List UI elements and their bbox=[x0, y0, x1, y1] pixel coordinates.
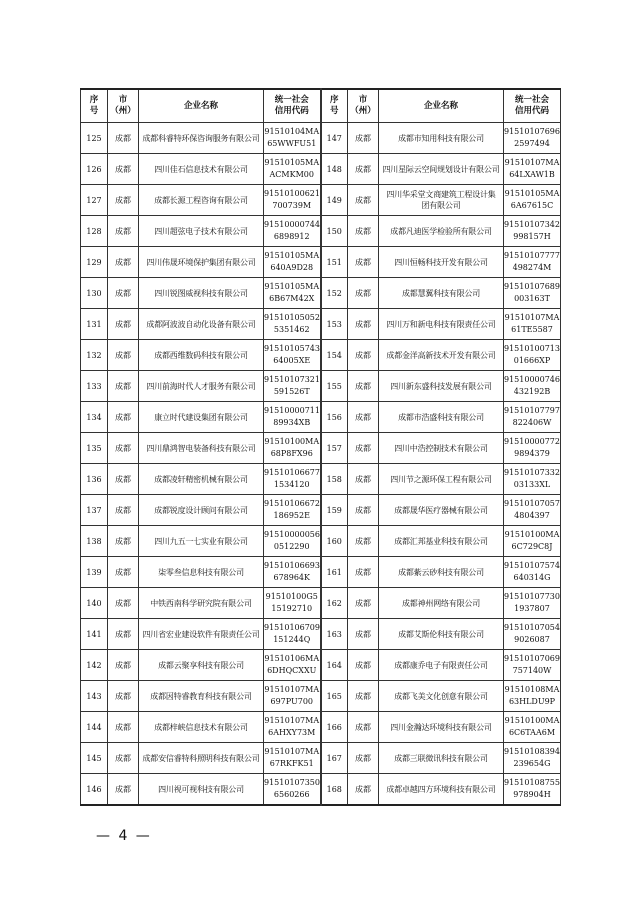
company-name-cell: 四川伟晟环境保护集团有限公司 bbox=[139, 247, 264, 278]
city-cell: 成都 bbox=[108, 340, 139, 371]
city-cell: 成都 bbox=[348, 402, 379, 433]
credit-code-cell: 91510107574 640314G bbox=[504, 557, 561, 588]
credit-code-cell: 91510100MA 6C6TAA6M bbox=[504, 712, 561, 743]
table-row bbox=[81, 650, 561, 681]
company-name-cell: 四川金瀚达环境科技有限公司 bbox=[379, 712, 504, 743]
table-row bbox=[81, 495, 561, 526]
header-code: 统一社会 信用代码 bbox=[504, 89, 561, 123]
seq-cell: 166 bbox=[321, 712, 348, 743]
credit-code-cell: 91510108755 978904H bbox=[504, 774, 561, 806]
company-name-cell: 成都三联微讯科技有限公司 bbox=[379, 743, 504, 774]
seq-cell: 149 bbox=[321, 185, 348, 216]
table-row bbox=[81, 247, 561, 278]
credit-code-cell: 91510000772 9894379 bbox=[504, 433, 561, 464]
header-seq: 序 号 bbox=[81, 89, 108, 123]
seq-cell: 127 bbox=[81, 185, 108, 216]
credit-code-cell: 91510105MA ACMKM00 bbox=[264, 154, 321, 185]
company-name-cell: 成都市知用科技有限公司 bbox=[379, 123, 504, 154]
header-seq: 序 号 bbox=[321, 89, 348, 123]
table-header-row bbox=[81, 89, 561, 123]
credit-code-cell: 91510106693 678964K bbox=[264, 557, 321, 588]
seq-cell: 143 bbox=[81, 681, 108, 712]
credit-code-cell: 91510107696 2597494 bbox=[504, 123, 561, 154]
city-cell: 成都 bbox=[348, 526, 379, 557]
city-cell: 成都 bbox=[108, 712, 139, 743]
credit-code-cell: 91510107MA 61TE5587 bbox=[504, 309, 561, 340]
city-cell: 成都 bbox=[108, 650, 139, 681]
city-cell: 成都 bbox=[348, 619, 379, 650]
seq-cell: 144 bbox=[81, 712, 108, 743]
credit-code-cell: 91510107057 4804397 bbox=[504, 495, 561, 526]
city-cell: 成都 bbox=[348, 588, 379, 619]
company-name-cell: 成都安信睿特科照明科技有限公司 bbox=[139, 743, 264, 774]
seq-cell: 136 bbox=[81, 464, 108, 495]
credit-code-cell: 91510107730 1937807 bbox=[504, 588, 561, 619]
company-name-cell: 成都艾斯伦科技有限公司 bbox=[379, 619, 504, 650]
city-cell: 成都 bbox=[348, 340, 379, 371]
company-name-cell: 成都云聚享科技有限公司 bbox=[139, 650, 264, 681]
company-name-cell: 成都科睿特环保咨询服务有限公司 bbox=[139, 123, 264, 154]
company-name-cell: 成都凌轩精密机械有限公司 bbox=[139, 464, 264, 495]
company-name-cell: 成都康乔电子有限责任公司 bbox=[379, 650, 504, 681]
city-cell: 成都 bbox=[108, 495, 139, 526]
seq-cell: 128 bbox=[81, 216, 108, 247]
company-name-cell: 成都西维数码科技有限公司 bbox=[139, 340, 264, 371]
seq-cell: 165 bbox=[321, 681, 348, 712]
table-row bbox=[81, 185, 561, 216]
table-row bbox=[81, 619, 561, 650]
company-name-cell: 成都神州网络有限公司 bbox=[379, 588, 504, 619]
credit-code-cell: 91510107069 757140W bbox=[504, 650, 561, 681]
credit-code-cell: 91510107350 6560266 bbox=[264, 774, 321, 806]
company-name-cell: 成都锐度设计顾问有限公司 bbox=[139, 495, 264, 526]
city-cell: 成都 bbox=[348, 650, 379, 681]
table-row bbox=[81, 681, 561, 712]
credit-code-cell: 91510107689 003163T bbox=[504, 278, 561, 309]
table-row bbox=[81, 526, 561, 557]
seq-cell: 151 bbox=[321, 247, 348, 278]
company-name-cell: 成都凡迪医学检验所有限公司 bbox=[379, 216, 504, 247]
company-name-cell: 四川星际云空间规划设计有限公司 bbox=[379, 154, 504, 185]
table-row bbox=[81, 402, 561, 433]
credit-code-cell: 91510100MA 6C729C8J bbox=[504, 526, 561, 557]
table-row bbox=[81, 278, 561, 309]
credit-code-cell: 91510104MA 65WWFU51 bbox=[264, 123, 321, 154]
company-name-cell: 成都梓峡信息技术有限公司 bbox=[139, 712, 264, 743]
credit-code-cell: 91510107MA 64LXAW1B bbox=[504, 154, 561, 185]
table-row bbox=[81, 557, 561, 588]
city-cell: 成都 bbox=[348, 371, 379, 402]
credit-code-cell: 91510107797 822406W bbox=[504, 402, 561, 433]
city-cell: 成都 bbox=[108, 619, 139, 650]
credit-code-cell: 91510105052 5351462 bbox=[264, 309, 321, 340]
credit-code-cell: 91510107342 998157H bbox=[504, 216, 561, 247]
credit-code-cell: 91510100MA 68P8FX96 bbox=[264, 433, 321, 464]
company-name-cell: 四川华采堂文商建筑工程设计集 团有限公司 bbox=[379, 185, 504, 216]
city-cell: 成都 bbox=[108, 154, 139, 185]
company-name-cell: 成都金洋高新技术开发有限公司 bbox=[379, 340, 504, 371]
city-cell: 成都 bbox=[108, 247, 139, 278]
company-name-cell: 康立时代建设集团有限公司 bbox=[139, 402, 264, 433]
seq-cell: 138 bbox=[81, 526, 108, 557]
credit-code-cell: 91510000056 0512290 bbox=[264, 526, 321, 557]
credit-code-cell: 91510106677 1534120 bbox=[264, 464, 321, 495]
seq-cell: 139 bbox=[81, 557, 108, 588]
city-cell: 成都 bbox=[348, 681, 379, 712]
company-name-cell: 四川九五一七实业有限公司 bbox=[139, 526, 264, 557]
table-row bbox=[81, 464, 561, 495]
seq-cell: 167 bbox=[321, 743, 348, 774]
page-number: — 4 — bbox=[96, 828, 152, 844]
table-row bbox=[81, 154, 561, 185]
company-name-cell: 成都阿波波自动化设备有限公司 bbox=[139, 309, 264, 340]
seq-cell: 141 bbox=[81, 619, 108, 650]
credit-code-cell: 91510106709 151244Q bbox=[264, 619, 321, 650]
credit-code-cell: 91510107332 03133XL bbox=[504, 464, 561, 495]
credit-code-cell: 91510107054 9026087 bbox=[504, 619, 561, 650]
seq-cell: 145 bbox=[81, 743, 108, 774]
city-cell: 成都 bbox=[108, 309, 139, 340]
company-name-cell: 成都慧翼科技有限公司 bbox=[379, 278, 504, 309]
city-cell: 成都 bbox=[108, 774, 139, 806]
header-code: 统一社会 信用代码 bbox=[264, 89, 321, 123]
header-city: 市 （州） bbox=[348, 89, 379, 123]
city-cell: 成都 bbox=[348, 433, 379, 464]
company-name-cell: 成都晟华医疗器械有限公司 bbox=[379, 495, 504, 526]
company-name-cell: 四川中浩控制技术有限公司 bbox=[379, 433, 504, 464]
city-cell: 成都 bbox=[348, 495, 379, 526]
credit-code-cell: 91510000746 432192B bbox=[504, 371, 561, 402]
city-cell: 成都 bbox=[108, 464, 139, 495]
table-row bbox=[81, 371, 561, 402]
enterprise-list-table bbox=[80, 88, 561, 806]
city-cell: 成都 bbox=[108, 123, 139, 154]
city-cell: 成都 bbox=[108, 278, 139, 309]
seq-cell: 135 bbox=[81, 433, 108, 464]
credit-code-cell: 91510100713 01666XP bbox=[504, 340, 561, 371]
company-name-cell: 四川节之源环保工程有限公司 bbox=[379, 464, 504, 495]
seq-cell: 168 bbox=[321, 774, 348, 806]
header-name: 企业名称 bbox=[379, 89, 504, 123]
table-row bbox=[81, 743, 561, 774]
seq-cell: 130 bbox=[81, 278, 108, 309]
seq-cell: 164 bbox=[321, 650, 348, 681]
seq-cell: 150 bbox=[321, 216, 348, 247]
table-row bbox=[81, 774, 561, 806]
company-name-cell: 四川新东盛科技发展有限公司 bbox=[379, 371, 504, 402]
seq-cell: 137 bbox=[81, 495, 108, 526]
seq-cell: 126 bbox=[81, 154, 108, 185]
table-row bbox=[81, 123, 561, 154]
seq-cell: 131 bbox=[81, 309, 108, 340]
city-cell: 成都 bbox=[108, 185, 139, 216]
seq-cell: 157 bbox=[321, 433, 348, 464]
company-name-cell: 成都汇邦基业科技有限公司 bbox=[379, 526, 504, 557]
seq-cell: 133 bbox=[81, 371, 108, 402]
city-cell: 成都 bbox=[108, 681, 139, 712]
seq-cell: 148 bbox=[321, 154, 348, 185]
city-cell: 成都 bbox=[348, 185, 379, 216]
company-name-cell: 四川省宏业建设软件有限责任公司 bbox=[139, 619, 264, 650]
credit-code-cell: 91510100G5 15192710 bbox=[264, 588, 321, 619]
credit-code-cell: 91510000744 6898912 bbox=[264, 216, 321, 247]
credit-code-cell: 91510107321 591526T bbox=[264, 371, 321, 402]
company-name-cell: 成都市浩盛科技有限公司 bbox=[379, 402, 504, 433]
credit-code-cell: 91510107777 498274M bbox=[504, 247, 561, 278]
city-cell: 成都 bbox=[108, 557, 139, 588]
company-name-cell: 成都紫云砂科技有限公司 bbox=[379, 557, 504, 588]
seq-cell: 162 bbox=[321, 588, 348, 619]
header-city: 市 （州） bbox=[108, 89, 139, 123]
table-row bbox=[81, 340, 561, 371]
seq-cell: 163 bbox=[321, 619, 348, 650]
seq-cell: 160 bbox=[321, 526, 348, 557]
credit-code-cell: 91510105MA 640A9D28 bbox=[264, 247, 321, 278]
credit-code-cell: 91510107MA 6AHXY73M bbox=[264, 712, 321, 743]
city-cell: 成都 bbox=[108, 433, 139, 464]
credit-code-cell: 91510108MA 63HLDU9P bbox=[504, 681, 561, 712]
seq-cell: 156 bbox=[321, 402, 348, 433]
city-cell: 成都 bbox=[348, 247, 379, 278]
table-row bbox=[81, 433, 561, 464]
company-name-cell: 成都长源工程咨询有限公司 bbox=[139, 185, 264, 216]
seq-cell: 161 bbox=[321, 557, 348, 588]
company-name-cell: 成都飞美文化创意有限公司 bbox=[379, 681, 504, 712]
company-name-cell: 四川佳石信息技术有限公司 bbox=[139, 154, 264, 185]
city-cell: 成都 bbox=[108, 216, 139, 247]
seq-cell: 134 bbox=[81, 402, 108, 433]
company-name-cell: 四川鼎鸿智电装备科技有限公司 bbox=[139, 433, 264, 464]
company-name-cell: 四川恒畅科技开发有限公司 bbox=[379, 247, 504, 278]
credit-code-cell: 91510107MA 697PU700 bbox=[264, 681, 321, 712]
company-name-cell: 成都卓越四方环境科技有限公司 bbox=[379, 774, 504, 806]
company-name-cell: 四川万和新电科技有限责任公司 bbox=[379, 309, 504, 340]
seq-cell: 159 bbox=[321, 495, 348, 526]
city-cell: 成都 bbox=[108, 526, 139, 557]
city-cell: 成都 bbox=[348, 216, 379, 247]
company-name-cell: 四川前海时代人才服务有限公司 bbox=[139, 371, 264, 402]
seq-cell: 146 bbox=[81, 774, 108, 806]
city-cell: 成都 bbox=[108, 588, 139, 619]
table-row bbox=[81, 216, 561, 247]
company-name-cell: 中铁西南科学研究院有限公司 bbox=[139, 588, 264, 619]
city-cell: 成都 bbox=[348, 123, 379, 154]
credit-code-cell: 91510105743 64005XE bbox=[264, 340, 321, 371]
company-name-cell: 四川视可视科技有限公司 bbox=[139, 774, 264, 806]
seq-cell: 147 bbox=[321, 123, 348, 154]
company-name-cell: 柒零叁信息科技有限公司 bbox=[139, 557, 264, 588]
city-cell: 成都 bbox=[348, 309, 379, 340]
credit-code-cell: 91510105MA 6A67615C bbox=[504, 185, 561, 216]
city-cell: 成都 bbox=[348, 774, 379, 806]
seq-cell: 153 bbox=[321, 309, 348, 340]
credit-code-cell: 91510105MA 6B67M42X bbox=[264, 278, 321, 309]
company-name-cell: 成都因特睿教育科技有限公司 bbox=[139, 681, 264, 712]
credit-code-cell: 91510100621 700739M bbox=[264, 185, 321, 216]
table-row bbox=[81, 712, 561, 743]
credit-code-cell: 91510106672 186952E bbox=[264, 495, 321, 526]
seq-cell: 154 bbox=[321, 340, 348, 371]
company-name-cell: 四川超弦电子技术有限公司 bbox=[139, 216, 264, 247]
credit-code-cell: 91510000711 89934XB bbox=[264, 402, 321, 433]
city-cell: 成都 bbox=[348, 557, 379, 588]
credit-code-cell: 91510106MA 6DHQCXXU bbox=[264, 650, 321, 681]
seq-cell: 155 bbox=[321, 371, 348, 402]
seq-cell: 132 bbox=[81, 340, 108, 371]
company-name-cell: 四川锐图威视科技有限公司 bbox=[139, 278, 264, 309]
seq-cell: 152 bbox=[321, 278, 348, 309]
seq-cell: 158 bbox=[321, 464, 348, 495]
city-cell: 成都 bbox=[348, 743, 379, 774]
seq-cell: 129 bbox=[81, 247, 108, 278]
city-cell: 成都 bbox=[108, 371, 139, 402]
seq-cell: 142 bbox=[81, 650, 108, 681]
credit-code-cell: 91510108394 239654G bbox=[504, 743, 561, 774]
city-cell: 成都 bbox=[348, 278, 379, 309]
city-cell: 成都 bbox=[348, 712, 379, 743]
credit-code-cell: 91510107MA 67RKFK51 bbox=[264, 743, 321, 774]
table-row bbox=[81, 309, 561, 340]
header-name: 企业名称 bbox=[139, 89, 264, 123]
city-cell: 成都 bbox=[108, 743, 139, 774]
seq-cell: 140 bbox=[81, 588, 108, 619]
city-cell: 成都 bbox=[348, 154, 379, 185]
table-row bbox=[81, 588, 561, 619]
seq-cell: 125 bbox=[81, 123, 108, 154]
city-cell: 成都 bbox=[348, 464, 379, 495]
city-cell: 成都 bbox=[108, 402, 139, 433]
